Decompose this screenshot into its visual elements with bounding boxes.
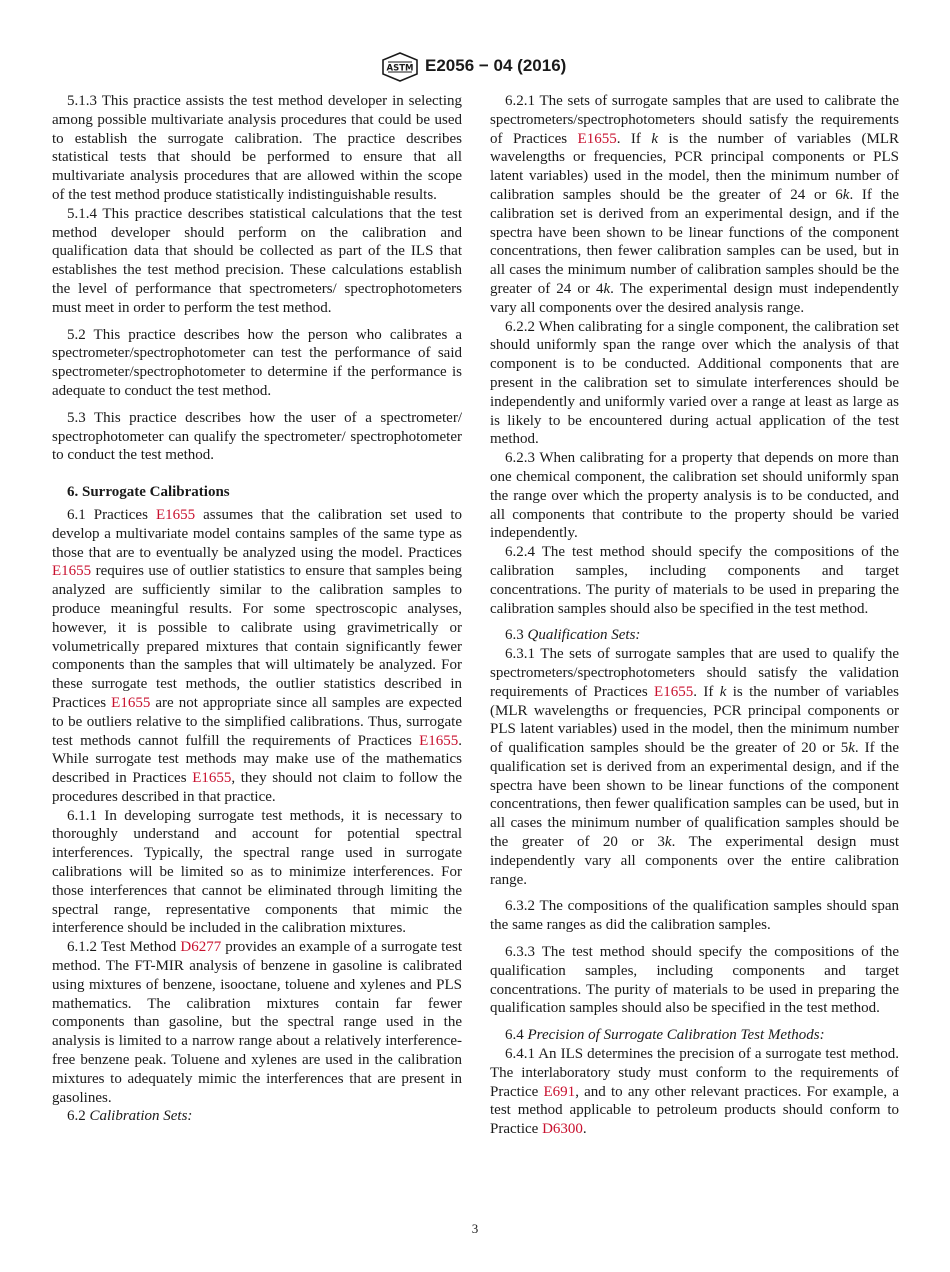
paragraph-6-3-2 xyxy=(490,897,899,935)
paragraph-number: 6.3.1 xyxy=(505,646,535,663)
document-designation: E2056 − 04 (2016) xyxy=(425,56,567,75)
paragraph-5-2 xyxy=(52,326,462,401)
reference-link[interactable]: E1655 xyxy=(577,130,617,147)
paragraph-text: This practice describes how the user of a spectrometer/ spectrophotometer can qualify the spectrometer/ spectrophotometer to conduct the test method. xyxy=(52,409,462,464)
text-run: , and to any other relevant practices. For example, a test method applicable to petroleum products should conform to Practice xyxy=(490,1083,899,1138)
page-header xyxy=(0,50,950,86)
paragraph-6-1-1 xyxy=(52,807,462,939)
paragraph-6-4 xyxy=(490,1026,899,1045)
reference-link[interactable]: D6300 xyxy=(542,1121,583,1138)
paragraph-text: The test method should specify the compositions of the qualification samples, including components and target concentrations. The purity of materials to be used in preparing the qualification samples should also be specified in the test method. xyxy=(490,944,899,1017)
text-run: Practices xyxy=(93,506,156,523)
subsection-title: Qualification Sets: xyxy=(527,627,641,644)
subsection-title: Precision of Surrogate Calibration Test Methods: xyxy=(527,1027,825,1044)
paragraph-number: 6.1 xyxy=(67,506,86,523)
variable: k xyxy=(719,683,727,700)
paragraph-text: This practice describes how the person who calibrates a spectrometer/spectrophotometer can test the performance of said spectrometer/spectrophotometer to determine if the performance is adequate to conduct the test method. xyxy=(52,326,462,399)
text-run: . The experimental design must independently vary all components over the desired analysis range. xyxy=(490,280,900,316)
subsection-title: Calibration Sets: xyxy=(89,1108,193,1125)
reference-link[interactable]: E691 xyxy=(543,1083,576,1100)
text-run: The sets of surrogate samples that are used to qualify the spectrometers/spectrophotometers should satisfy the validation requirements of Practices xyxy=(490,646,899,700)
paragraph-number: 5.3 xyxy=(67,409,86,426)
paragraph-5-1-4 xyxy=(52,205,462,318)
paragraph-number: 6.3.2 xyxy=(505,898,535,915)
paragraph-6-2-2 xyxy=(490,318,899,450)
paragraph-text: This practice describes statistical calculations that the test method developer should perform on the calibration and qualification data that should be collected as part of the ILS that establishes the test method precision. These calculations establish the level of performance that spectrometers/ spectrophotometers must meet in order to perform the test method. xyxy=(52,205,462,316)
paragraph-6-1 xyxy=(52,506,462,807)
paragraph-number: 6.2.3 xyxy=(505,450,535,467)
paragraph-number: 6.3 xyxy=(505,627,524,644)
paragraph-5-1-3 xyxy=(52,92,462,205)
text-run: , they should not claim to follow the procedures described in that practice. xyxy=(52,770,462,805)
paragraph-text: In developing surrogate test methods, it is necessary to thoroughly understand and account for potential spectral interferences. Typically, the spectral range used in surrogate calibrations will be limited so as to minimize interferences. For those interferences that cannot be eliminated through limiting the spectral range, representative components that mimic the interference should be included in the calibration mixtures. xyxy=(52,807,462,937)
reference-link[interactable]: E1655 xyxy=(111,694,151,711)
paragraph-text: This practice assists the test method developer in selecting among possible multivariate analysis procedures that could be used to establish the surrogate calibration. The practice describes statistical tests that should be performed to ensure that all multivariate analysis procedures that are allowed within the scope of the test method produce statistically indistinguishable results. xyxy=(52,93,462,203)
text-run: The sets of surrogate samples that are used to calibrate the spectrometers/spectrophotometers should satisfy the requirements of Practices xyxy=(490,93,899,147)
paragraph-6-4-1 xyxy=(490,1045,899,1139)
paragraph-text: The test method should specify the compositions of the calibration samples, including components and target concentrations. The purity of materials to be used in preparing the calibration samples should also be specified in the test method. xyxy=(490,544,899,617)
text-run: . If the qualification set is derived from an experimental design, and if the spectra have been shown to be linear functions of the component concentrations, then fewer qualification samples can be used, but in all cases the minimum number of qualification samples should be the greater of 20 or 3 xyxy=(490,740,899,851)
paragraph-6-3-1 xyxy=(490,645,899,889)
text-run: provides an example of a surrogate test method. The FT-MIR analysis of benzene in gasoline is calibrated using mixtures of benzene, isooctane, toluene and xylenes and PLS mathematics. The calibration mixtures contain far fewer components than gasoline, but the spectral range used in the analysis is limited to a narrow range about a relatively interference-free benzene peak. Toluene and xylenes are used in the calibration mixtures to adequately mimic the interferences that are present in gasolines. xyxy=(52,939,463,1106)
text-run: . If xyxy=(693,683,720,700)
reference-link[interactable]: E1655 xyxy=(654,683,694,700)
svg-text:ASTM: ASTM xyxy=(386,63,414,74)
paragraph-text: When calibrating for a single component, the calibration set should uniformly span the range over which the analysis of that component is to be conducted. Additional components that are present in the calibration set to simulate interferences should be independently and uniformly varied over a range at least as large as is likely to be encountered during actual application of the test method. xyxy=(490,318,899,448)
text-run: . xyxy=(582,1121,587,1138)
text-run: . If xyxy=(616,130,652,147)
paragraph-number: 6.1.1 xyxy=(67,807,97,824)
paragraph-number: 5.2 xyxy=(67,326,86,343)
variable: k xyxy=(603,280,611,297)
right-column xyxy=(490,92,899,1139)
paragraph-6-1-2 xyxy=(52,938,462,1107)
reference-link[interactable]: E1655 xyxy=(155,506,196,523)
text-run: is the number of variables (MLR wavelengths or frequencies, PCR principal components or PLS latent variables) used in the model, then the minimum number of calibration samples should be the greater of 24 or 6 xyxy=(490,130,899,203)
reference-link[interactable]: D6277 xyxy=(180,939,222,956)
paragraph-text: When calibrating for a property that depends on more than one chemical component, the calibration set should uniformly span the range over which the property analysis is to be conducted, and all components that contribute to the property should be varied independently. xyxy=(490,450,899,542)
astm-logo xyxy=(380,52,420,82)
paragraph-6-3-3 xyxy=(490,943,899,1018)
paragraph-number: 6.1.2 xyxy=(67,939,97,956)
left-column xyxy=(52,92,462,1126)
text-run: assumes that the calibration set used to develop a multivariate model contains samples of the same type as those that are to eventually be analyzed using the model. Practices xyxy=(52,506,463,561)
reference-link[interactable]: E1655 xyxy=(52,563,92,580)
section-heading: 6. Surrogate Calibrations xyxy=(67,484,230,501)
variable: k xyxy=(842,186,850,203)
paragraph-6-2-3 xyxy=(490,449,899,543)
paragraph-number: 6.2.4 xyxy=(505,544,535,561)
paragraph-6-3 xyxy=(490,626,899,645)
paragraph-6-2-1 xyxy=(490,92,899,318)
paragraph-number: 6.2.2 xyxy=(505,318,535,335)
text-run: are not appropriate since all samples are expected to be outliers relative to the simplified calibrations. Thus, surrogate test methods cannot fulfill the requirements of Practices xyxy=(52,694,463,749)
reference-link[interactable]: E1655 xyxy=(192,770,232,787)
text-run: is the number of variables (MLR wavelengths or frequencies, PCR principal components or PLS latent variables) used in the model, then the minimum number of qualification samples should be the greater of 20 or 5 xyxy=(490,683,899,757)
paragraph-5-3 xyxy=(52,409,462,465)
page-number: 3 xyxy=(471,1221,479,1236)
paragraph-number: 6.3.3 xyxy=(505,944,535,961)
text-run: requires use of outlier statistics to ensure that samples being analyzed are sufficiently similar to the calibration samples to produce meaningful results. For some spectroscopic analyses, however, it is possible to calibrate using gravimetrically or volumetrically prepared mixtures that contain significantly fewer components than the samples that will ultimately be analyzed. For these surrogate test methods, the outlier statistics described in Practices xyxy=(52,563,462,711)
text-run: . The experimental design must independently vary all components over the entire calibration range. xyxy=(490,834,899,888)
text-run: . If the calibration set is derived from an experimental design, and if the spectra have been shown to be linear functions of the component concentrations, then fewer calibration samples can be used, but in all cases the minimum number of calibration samples should be the greater of 24 or 4 xyxy=(490,186,899,297)
paragraph-number: 5.1.4 xyxy=(67,205,97,222)
paragraph-text: The compositions of the qualification samples should span the same ranges as did the calibration samples. xyxy=(490,898,899,934)
variable: k xyxy=(848,740,855,757)
text-run: Test Method xyxy=(100,939,181,956)
paragraph-number: 6.4 xyxy=(505,1027,524,1044)
variable: k xyxy=(651,130,659,147)
reference-link[interactable]: E1655 xyxy=(419,732,459,749)
variable: k xyxy=(664,834,672,851)
paragraph-number: 6.4.1 xyxy=(505,1046,535,1063)
text-run: An ILS determines the precision of a surrogate test method. The interlaboratory study must conform to the requirements of Practice xyxy=(490,1046,899,1100)
paragraph-6-2 xyxy=(52,1107,462,1126)
paragraph-number: 6.2 xyxy=(67,1108,86,1125)
paragraph-6-2-4 xyxy=(490,543,899,618)
paragraph-number: 5.1.3 xyxy=(67,93,97,109)
paragraph-number: 6.2.1 xyxy=(505,93,535,109)
text-run: . While surrogate test methods may make use of the mathematics described in Practices xyxy=(52,732,462,787)
